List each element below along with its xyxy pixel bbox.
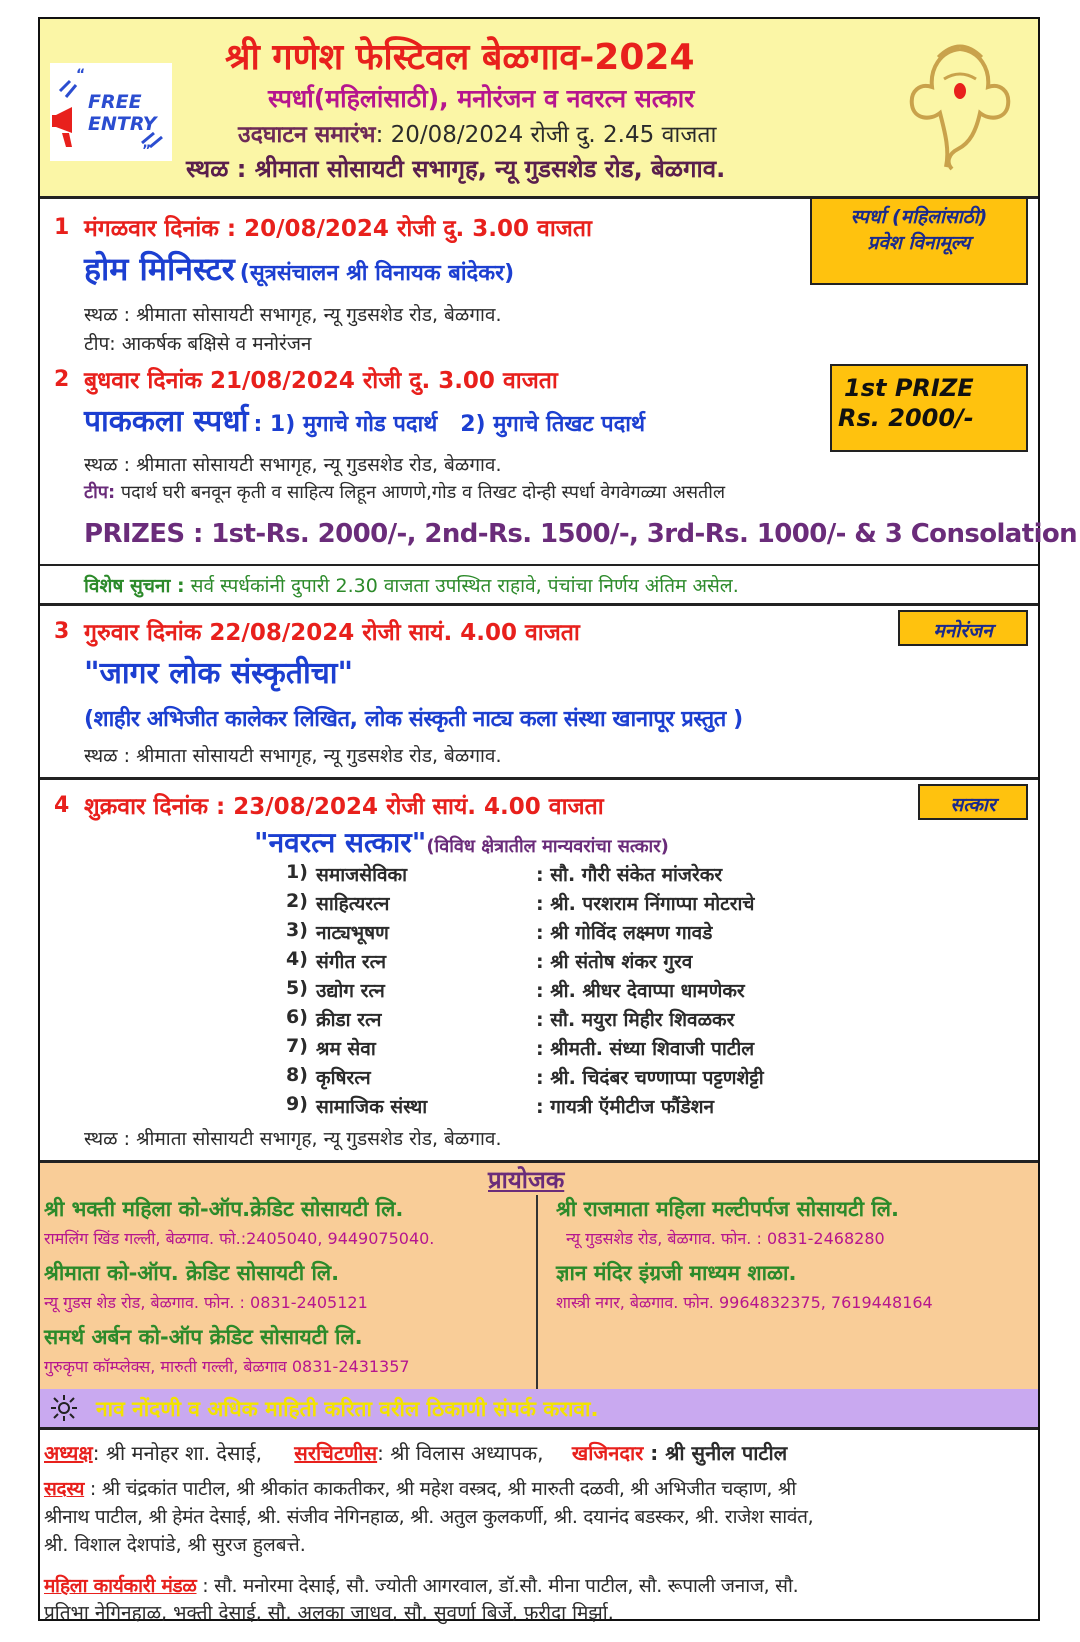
event-1-venue: स्थळ : श्रीमाता सोसायटी सभागृह, न्यू गुडसशेड रोड, बेळगाव. [84, 304, 502, 326]
event-1-badge-line2: प्रवेश विनामूल्य [867, 232, 971, 254]
members-label: सदस्य [44, 1478, 85, 1500]
event-1-title: होम मिनिस्टर [84, 250, 235, 288]
event-4-number: 4 [54, 793, 70, 818]
event-2-prizes: PRIZES : 1st-Rs. 2000/-, 2nd-Rs. 1500/-, 3rd-Rs. 1000/- & 3 Consolation [84, 519, 1078, 549]
award-recipient: : श्री. परशराम निंगाप्पा मोटराचे [536, 893, 755, 915]
sponsor-address: रामलिंग खिंड गल्ली, बेळगाव. फो.:2405040, 9449075040. [44, 1229, 435, 1248]
inauguration-value: : 20/08/2024 रोजी दु. 2.45 वाजता [375, 122, 717, 148]
award-number: 6) [286, 1006, 308, 1028]
president-label: अध्यक्ष [44, 1441, 93, 1465]
secretary-label: सरचिटणीस [294, 1441, 378, 1465]
event-1-number: 1 [54, 215, 70, 240]
event-4-badge-label: सत्कार [950, 794, 996, 816]
festival-poster [38, 17, 1078, 1624]
award-recipient: : सौ. गौरी संकेत मांजरेकर [536, 864, 723, 886]
award-number: 3) [286, 919, 308, 941]
treasurer-label: खजिनदार [571, 1441, 644, 1465]
event-1-title-note: (सूत्रसंचालन श्री विनायक बांदेकर) [239, 261, 515, 286]
event-4-badge [918, 784, 1028, 820]
special-notice [84, 572, 739, 598]
svg-text:“: “ [76, 67, 86, 83]
sponsor-address: गुरुकृपा कॉम्प्लेक्स, मारुती गल्ली, बेळगाव 0831-2431357 [44, 1357, 410, 1376]
award-number: 7) [286, 1035, 308, 1057]
women-committee-line-2: प्रतिभा नेगिनहाळ, भक्ती देसाई, सौ. अलका जाधव, सौ. सुवर्णा बिर्जे, फ़रीदा मिर्झा. [44, 1602, 614, 1624]
event-4-title-line [254, 823, 669, 861]
event-1-badge [810, 197, 1028, 285]
event-3-number: 3 [54, 619, 70, 644]
award-recipient: : श्री. श्रीधर देवाप्पा धामणेकर [536, 980, 745, 1002]
event-2-title-line [84, 399, 645, 440]
award-number: 9) [286, 1093, 308, 1115]
sponsor-address: न्यू गुडस शेड रोड, बेळगाव. फोन. : 0831-2405121 [44, 1293, 368, 1312]
header-venue: स्थळ : श्रीमाता सोसायटी सभागृह, न्यू गुडसशेड रोड, बेळगाव. [186, 155, 726, 183]
free-entry-text-line1: FREE [88, 91, 142, 113]
award-category: श्रम सेवा [316, 1038, 376, 1060]
award-recipient: : श्री. चिदंबर चण्णाप्पा पट्टणशेट्टी [536, 1067, 764, 1089]
women-committee-line-1 [44, 1572, 798, 1598]
award-number: 1) [286, 861, 308, 883]
event-2-badge [830, 364, 1028, 452]
event-2-tip-label: टीप: [84, 482, 116, 503]
award-recipient: : श्री संतोष शंकर गुरव [536, 951, 693, 973]
event-1-date: मंगळवार दिनांक : 20/08/2024 रोजी दु. 3.00 वाजता [84, 216, 592, 242]
event-2-tip-line [84, 480, 725, 504]
event-4-date: शुक्रवार दिनांक : 23/08/2024 रोजी सायं. 4.00 वाजता [84, 794, 604, 820]
divider [40, 1427, 1038, 1430]
event-2-title: पाककला स्पर्धा [84, 404, 249, 439]
divider [40, 777, 1038, 780]
sponsors-column-divider [536, 1195, 538, 1389]
award-category: कृषिरत्न [316, 1067, 371, 1089]
sponsor-name: ज्ञान मंदिर इंग्रजी माध्यम शाळा. [556, 1261, 797, 1285]
event-3-venue: स्थळ : श्रीमाता सोसायटी सभागृह, न्यू गुडसशेड रोड, बेळगाव. [84, 745, 502, 767]
president-name: : श्री मनोहर शा. देसाई, [92, 1441, 262, 1465]
special-notice-label: विशेष सुचना : [84, 575, 185, 597]
event-2-badge-line2: Rs. 2000/- [838, 404, 974, 432]
svg-text:”: ” [142, 143, 152, 159]
sponsor-address: न्यू गुडसशेड रोड, बेळगाव. फोन. : 0831-2468280 [566, 1229, 885, 1248]
women-committee-text: : सौ. मनोरमा देसाई, सौ. ज्योती आगरवाल, डॉ.सौ. मीना पाटील, सौ. रूपाली जनाज, सौ. [196, 1575, 799, 1597]
event-4-title-note: (विविध क्षेत्रातील मान्यवरांचा सत्कार) [426, 836, 669, 857]
free-entry-badge [50, 63, 172, 161]
event-1-badge-line1: स्पर्धा (महिलांसाठी) [850, 206, 988, 228]
award-category: नाट्यभूषण [316, 922, 389, 944]
members-line-2: श्रीनाथ पाटील, श्री हेमंत देसाई, श्री. संजीव नेगिनहाळ, श्री. अतुल कुलकर्णी, श्री. दयानंद बडस्कर, श्री. राजेश सावंत, [44, 1506, 814, 1528]
event-1-title-line [84, 247, 514, 290]
sponsor-name: श्री भक्ती महिला को-ऑप.क्रेडिट सोसायटी लि. [44, 1197, 404, 1221]
event-3-badge [898, 610, 1028, 646]
contact-bar [40, 1389, 1038, 1427]
award-category: साहित्यरत्न [316, 893, 390, 915]
award-category: समाजसेविका [316, 864, 408, 886]
event-2-tip: पदार्थ घरी बनवून कृती व साहित्य लिहून आणणे,गोड व तिखट दोन्ही स्पर्धा वेगवेगळ्या असतील [115, 482, 726, 503]
award-recipient: : श्रीमती. संध्या शिवाजी पाटील [536, 1038, 755, 1060]
sponsor-name: श्रीमाता को-ऑप. क्रेडिट सोसायटी लि. [44, 1261, 340, 1285]
inauguration-line [238, 117, 716, 149]
sponsor-name: समर्थ अर्बन को-ऑप क्रेडिट सोसायटी लि. [44, 1325, 363, 1349]
event-3-title-note: (शाहीर अभिजीत कालेकर लिखित, लोक संस्कृती नाट्य कला संस्था खानापूर प्रस्तुत ) [84, 707, 743, 732]
sponsors-section [40, 1163, 1038, 1389]
award-category: उद्योग रत्न [316, 980, 385, 1002]
award-category: सामाजिक संस्था [316, 1096, 428, 1118]
event-3-badge-label: मनोरंजन [933, 620, 993, 642]
event-2-title-note: : 1) मुगाचे गोड पदार्थ 2) मुगाचे तिखट पदार्थ [253, 412, 646, 437]
members-text: : श्री चंद्रकांत पाटील, श्री श्रीकांत काकतीकर, श्री महेश वस्त्रद, श्री मारुती दळवी, श्री अभिजीत चव्हाण, श्री [84, 1478, 796, 1500]
event-4-venue: स्थळ : श्रीमाता सोसायटी सभागृह, न्यू गुडसशेड रोड, बेळगाव. [84, 1128, 502, 1150]
event-2-number: 2 [54, 367, 70, 392]
event-3-date: गुरुवार दिनांक 22/08/2024 रोजी सायं. 4.00 वाजता [84, 620, 580, 646]
event-2-venue: स्थळ : श्रीमाता सोसायटी सभागृह, न्यू गुडसशेड रोड, बेळगाव. [84, 454, 502, 476]
divider [40, 603, 1038, 606]
event-3-title: "जागर लोक संस्कृतीचा" [84, 656, 354, 691]
header-section [40, 19, 1038, 196]
event-1-tip: टीप: आकर्षक बक्षिसे व मनोरंजन [84, 333, 312, 355]
treasurer-name: : श्री सुनील पाटील [643, 1441, 788, 1465]
committee-officers [44, 1439, 787, 1466]
sponsor-address: शास्त्री नगर, बेळगाव. फोन. 9964832375, 7619448164 [556, 1293, 933, 1312]
members-line-3: श्री. विशाल देशपांडे, श्री सुरज हुलबत्ते. [44, 1534, 306, 1556]
divider [40, 564, 1038, 566]
contact-text: नाव नोंदणी व अधिक माहिती करिता वरील ठिकाणी संपर्क करावा. [96, 1397, 599, 1421]
award-recipient: : श्री गोविंद लक्ष्मण गावडे [536, 922, 713, 944]
award-category: संगीत रत्न [316, 951, 387, 973]
sponsor-name: श्री राजमाता महिला मल्टीपर्पज सोसायटी लि. [556, 1197, 900, 1221]
secretary-name: : श्री विलास अध्यापक, [377, 1441, 544, 1465]
sponsors-heading: प्रायोजक [488, 1166, 565, 1194]
award-number: 4) [286, 948, 308, 970]
award-recipient: : सौ. मयुरा मिहीर शिवळकर [536, 1009, 735, 1031]
award-number: 2) [286, 890, 308, 912]
award-number: 5) [286, 977, 308, 999]
free-entry-text-line2: ENTRY [88, 113, 157, 135]
poster-title: श्री गणेश फेस्टिवल बेळगाव-2024 [225, 37, 695, 78]
poster-subtitle: स्पर्धा(महिलांसाठी), मनोरंजन व नवरत्न सत्कार [268, 84, 695, 113]
members-line-1 [44, 1475, 796, 1501]
event-4-title: "नवरत्न सत्कार" [254, 826, 427, 859]
ganesha-icon [900, 39, 1020, 179]
sun-icon [50, 1394, 78, 1422]
event-2-badge-line1: 1st PRIZE [844, 374, 974, 402]
special-notice-text: सर्व स्पर्धकांनी दुपारी 2.30 वाजता उपस्थित राहावे, पंचांचा निर्णय अंतिम असेल. [184, 575, 739, 597]
award-category: क्रीडा रत्न [316, 1009, 382, 1031]
event-2-date: बुधवार दिनांक 21/08/2024 रोजी दु. 3.00 वाजता [84, 368, 558, 394]
award-number: 8) [286, 1064, 308, 1086]
award-recipient: : गायत्री ऍमीटीज फौंडेशन [536, 1096, 715, 1118]
inauguration-label: उदघाटन समारंभ [238, 122, 376, 148]
women-committee-label: महिला कार्यकारी मंडळ [44, 1575, 197, 1597]
